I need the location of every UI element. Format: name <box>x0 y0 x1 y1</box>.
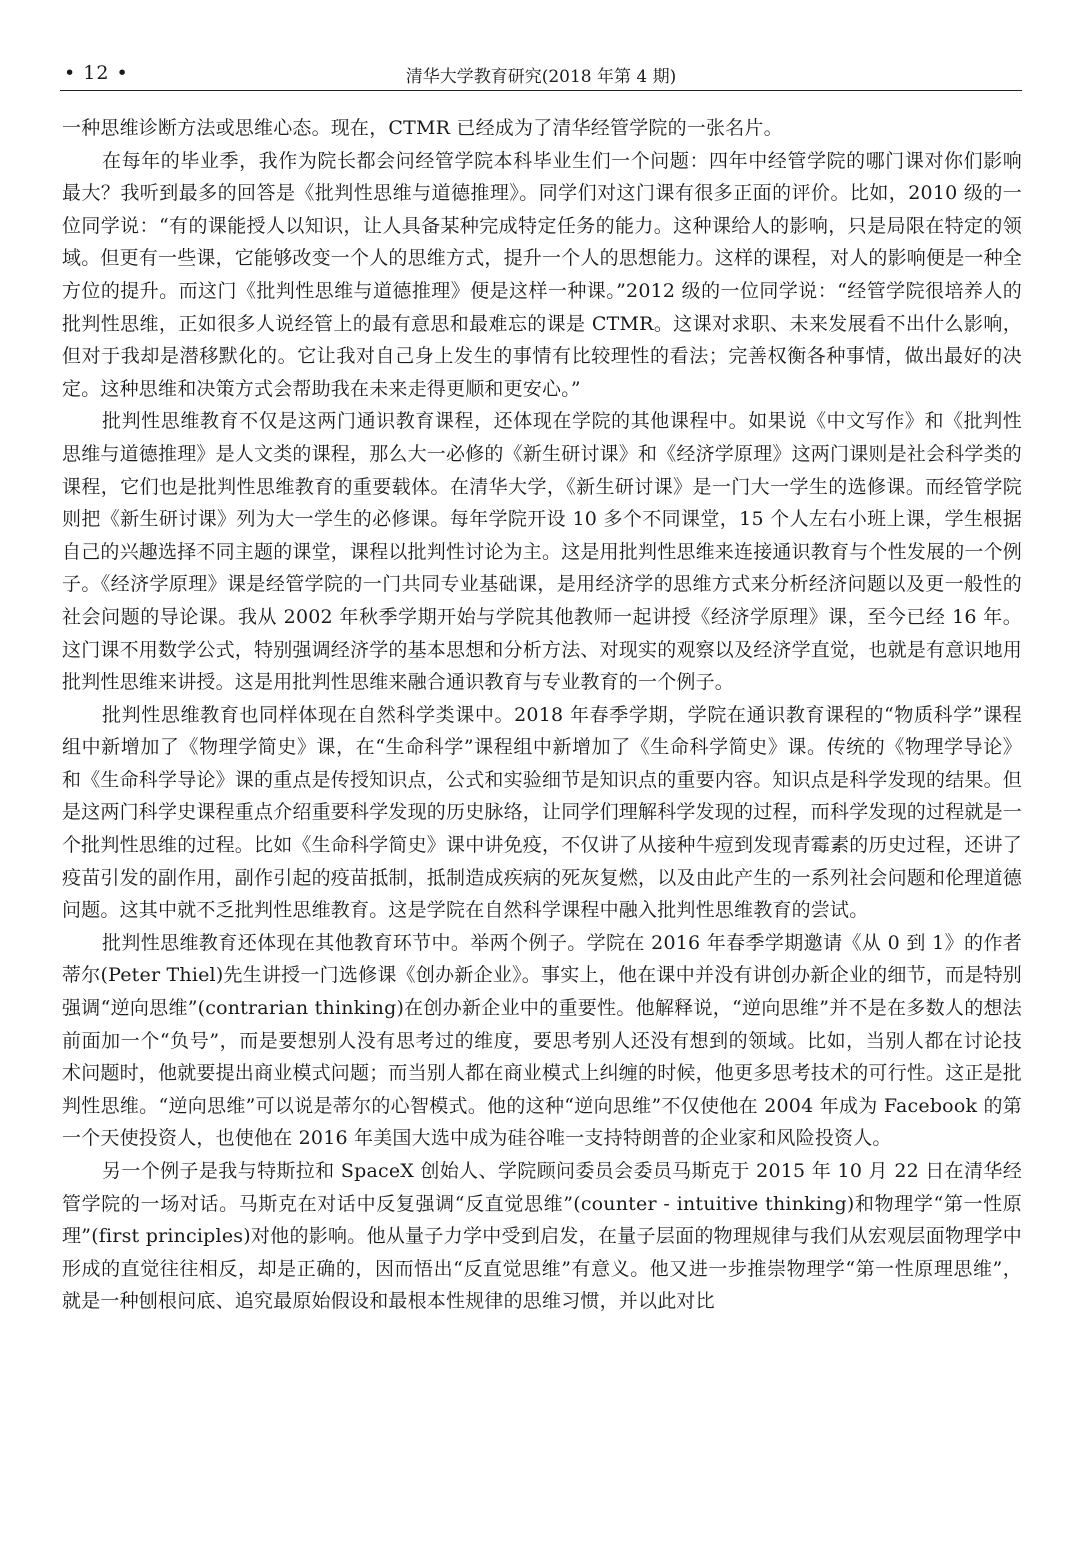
paragraph-6: 另一个例子是我与特斯拉和 SpaceX 创始人、学院顾问委员会委员马斯克于 2015 年 10 月 22 日在清华经管学院的一场对话。马斯克在对话中反复强调“反直觉思维”(counter - intuitive thinking)和物理学“第一性原理”(first principles)对他的影响。他从量子力学中受到启发，在量子层面的物理规律与我们从宏观层面物理学中形成的直觉往往相反，却是正确的，因而悟出“反直觉思维”有意义。他又进一步推崇物理学“第一性原理思维”，就是一种刨根问底、追究最原始假设和最根本性规律的思维习惯，并以此对比 <box>62 1160 1022 1313</box>
article-body <box>62 112 1022 1318</box>
page-number: • 12 • <box>64 62 129 84</box>
paragraph-4: 批判性思维教育也同样体现在自然科学类课中。2018 年春季学期，学院在通识教育课程的“物质科学”课程组中新增加了《物理学简史》课，在“生命科学”课程组中新增加了《生命科学简史》课。传统的《物理学导论》和《生命科学导论》课的重点是传授知识点，公式和实验细节是知识点的重要内容。知识点是科学发现的结果。但是这两门科学史课程重点介绍重要科学发现的历史脉络，让同学们理解科学发现的过程，而科学发现的过程就是一个批判性思维的过程。比如《生命科学简史》课中讲免疫，不仅讲了从接种牛痘到发现青霉素的历史过程，还讲了疫苗引发的副作用，副作引起的疫苗抵制，抵制造成疾病的死灰复燃，以及由此产生的一系列社会问题和伦理道德问题。这其中就不乏批判性思维教育。这是学院在自然科学课程中融入批判性思维教育的尝试。 <box>62 703 1023 922</box>
paragraph-1: 一种思维诊断方法或思维心态。现在，CTMR 已经成为了清华经管学院的一张名片。 <box>62 117 783 139</box>
page-header <box>60 58 1022 91</box>
paragraph-2: 在每年的毕业季，我作为院长都会问经管学院本科毕业生们一个问题：四年中经管学院的哪门课对你们影响最大？我听到最多的回答是《批判性思维与道德推理》。同学们对这门课有很多正面的评价。比如，2010 级的一位同学说：“有的课能授人以知识，让人具备某种完成特定任务的能力。这种课给人的影响，只是局限在特定的领域。但更有一些课，它能够改变一个人的思维方式，提升一个人的思想能力。这样的课程，对人的影响便是一种全方位的提升。而这门《批判性思维与道德推理》便是这样一种课。”2012 级的一位同学说：“经管学院很培养人的批判性思维，正如很多人说经管上的最有意思和最难忘的课是 CTMR。这课对求职、未来发展看不出什么影响，但对于我却是潜移默化的。它让我对自己身上发生的事情有比较理性的看法；完善权衡各种事情，做出最好的决定。这种思维和决策方式会帮助我在未来走得更顺和更安心。” <box>62 149 1023 400</box>
journal-title: 清华大学教育研究(2018 年第 4 期) <box>405 67 677 87</box>
paragraph-5: 批判性思维教育还体现在其他教育环节中。举两个例子。学院在 2016 年春季学期邀请《从 0 到 1》的作者蒂尔(Peter Thiel)先生讲授一门选修课《创办新企业》。事实上，他在课中并没有讲创办新企业的细节，而是特别强调“逆向思维”(contrarian thinking)在创办新企业中的重要性。他解释说，“逆向思维”并不是在多数人的想法前面加一个“负号”，而是要想别人没有思考过的维度，要思考别人还没有想到的领域。比如，当别人都在讨论技术问题时，他就要提出商业模式问题；而当别人都在商业模式上纠缠的时候，他更多思考技术的可行性。这正是批判性思维。“逆向思维”可以说是蒂尔的心智模式。他的这种“逆向思维”不仅使他在 2004 年成为 Facebook 的第一个天使投资人，也使他在 2016 年美国大选中成为硅谷唯一支持特朗普的企业家和风险投资人。 <box>62 931 1023 1150</box>
paragraph-3: 批判性思维教育不仅是这两门通识教育课程，还体现在学院的其他课程中。如果说《中文写作》和《批判性思维与道德推理》是人文类的课程，那么大一必修的《新生研讨课》和《经济学原理》这两门课则是社会科学类的课程，它们也是批判性思维教育的重要载体。在清华大学，《新生研讨课》是一门大一学生的选修课。而经管学院则把《新生研讨课》列为大一学生的必修课。每年学院开设 10 多个不同课堂，15 个人左右小班上课，学生根据自己的兴趣选择不同主题的课堂，课程以批判性讨论为主。这是用批判性思维来连接通识教育与个性发展的一个例子。《经济学原理》课是经管学院的一门共同专业基础课，是用经济学的思维方式来分析经济问题以及更一般性的社会问题的导论课。我从 2002 年秋季学期开始与学院其他教师一起讲授《经济学原理》课，至今已经 16 年。这门课不用数学公式，特别强调经济学的基本思想和分析方法、对现实的观察以及经济学直觉，也就是有意识地用批判性思维来讲授。这是用批判性思维来融合通识教育与专业教育的一个例子。 <box>62 410 1023 694</box>
